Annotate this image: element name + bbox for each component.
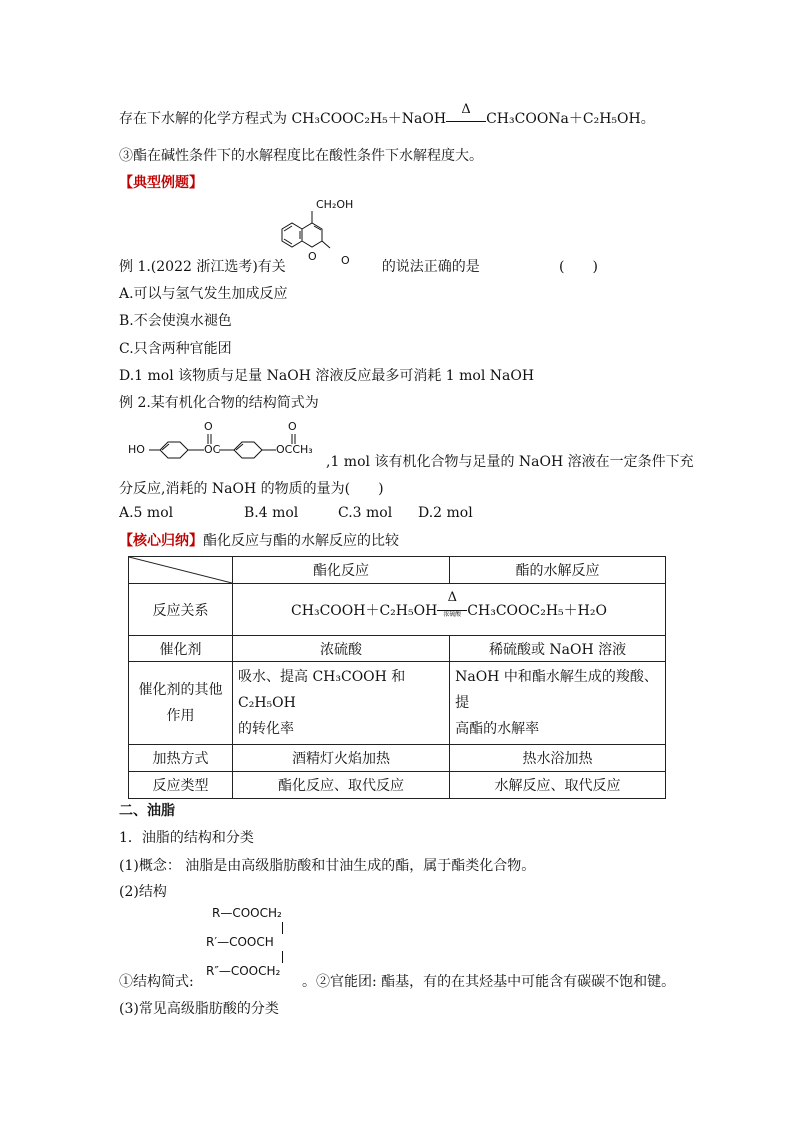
equilibrium-arrow-icon [437,589,467,618]
comparison-table [128,556,666,799]
example1-prefix: 例 1.(2022 浙江选考)有关 [119,259,286,275]
row-label-type: 反应类型 [129,772,233,799]
type-esterification: 酯化反应、取代反应 [233,772,450,799]
triglyceride-line2: R′—COOCH [206,935,274,949]
catalyst-esterification: 浓硫酸 [233,636,450,662]
oil-point1: ①结构简式: [119,974,194,990]
example2-title: 例 2.某有机化合物的结构简式为 [119,395,319,411]
row-label-heating: 加热方式 [129,745,233,772]
table-row [129,636,666,662]
catalyst-hydrolysis: 稀硫酸或 NaOH 溶液 [450,636,666,662]
relation-cond-top: Δ [447,589,457,605]
table-row [129,584,666,636]
header-hydrolysis: 酯的水解反应 [450,557,666,584]
intro-prefix: 存在下水解的化学方程式为 [119,111,292,127]
example2-option-d: D.2 mol [418,505,473,521]
heating-hydrolysis: 热水浴加热 [450,745,666,772]
diagonal-header-cell [129,557,233,584]
oil-concept: (1)概念： 油脂是由高级脂肪酸和甘油生成的酯，属于酯类化合物。 [119,858,536,874]
eq-reactants: CH₃COOC₂H₅＋NaOH [291,111,447,127]
reaction-arrow-icon [446,102,486,126]
example2-option-c: C.3 mol [338,505,393,521]
example2-option-b: B.4 mol [244,505,299,521]
oil-struct: (2)结构 [119,884,167,900]
oil-sub1: 1．油脂的结构和分类 [119,830,254,846]
example2-line2: 分反应,消耗的 NaOH 的物质的量为( ) [119,481,384,497]
oil-classify: (3)常见高级脂肪酸的分类 [119,1001,279,1017]
relation-left: CH₃COOH＋C₂H₅OH [291,602,438,619]
other-role-hydrolysis: NaOH 中和酯水解生成的羧酸、提 高酯的水解率 [450,662,666,745]
point-3: ③酯在碱性条件下的水解程度比在酸性条件下水解程度大。 [119,148,483,164]
other-role-esterification: 吸水、提高 CH₃COOH 和 C₂H₅OH 的转化率 [233,662,450,745]
relation-equation [233,584,666,636]
intro-equation-line [119,102,655,128]
row-label-catalyst: 催化剂 [129,636,233,662]
triglyceride-bond-1 [282,922,283,934]
example1-option-a: A.可以与氢气发生加成反应 [119,286,288,302]
example1-suffix: 的说法正确的是 [381,259,480,275]
core-summary [119,530,399,550]
triglyceride-line3: R″—COOCH₂ [206,964,281,978]
mol-o1: O [204,420,213,433]
oil-heading: 二、油脂 [119,803,175,819]
example1-paren: ( ) [559,259,598,275]
mol-occh3: OCCH₃ [276,443,313,456]
table-row [129,772,666,799]
eq-products: CH₃COONa＋C₂H₅OH。 [486,111,655,127]
core-title: 酯化反应与酯的水解反应的比较 [203,533,399,549]
row-label-relation: 反应关系 [129,584,233,636]
mol-ho: HO [128,443,145,456]
relation-cond-bottom: 浓硫酸 [443,610,462,618]
row-label-other-role: 催化剂的其他 作用 [129,662,233,745]
example2-option-a: A.5 mol [119,505,174,521]
type-hydrolysis: 水解反应、取代反应 [450,772,666,799]
example1-option-d: D.1 mol 该物质与足量 NaOH 溶液反应最多可消耗 1 mol NaOH [119,368,535,384]
section-typical-examples: 【典型例题】 [119,175,203,191]
table-row [129,745,666,772]
table-header-row [129,557,666,584]
triglyceride-line1: R—COOCH₂ [212,906,282,920]
heating-esterification: 酒精灯火焰加热 [233,745,450,772]
mol-o2: O [288,420,297,433]
oil-point2: 。②官能团: 酯基，有的在其烃基中可能含有碳碳不饱和键。 [302,974,676,990]
molecule-ch2oh: CH₂OH [316,198,354,211]
mol-oc: OC [204,443,221,456]
molecule-ring-o: O [308,250,317,263]
core-tag: 【核心归纳】 [119,533,203,549]
triglyceride-bond-2 [282,951,283,963]
table-row [129,662,666,745]
relation-right: CH₃COOC₂H₅＋H₂O [467,602,607,619]
example2-line1: ,1 mol 该有机化合物与足量的 NaOH 溶液在一定条件下充 [326,454,694,470]
example1-option-c: C.只含两种官能团 [119,341,232,357]
header-esterification: 酯化反应 [233,557,450,584]
example1-option-b: B.不会使溴水褪色 [119,313,232,329]
molecule-carbonyl-o: O [341,254,350,267]
heat-condition: Δ [461,102,471,117]
